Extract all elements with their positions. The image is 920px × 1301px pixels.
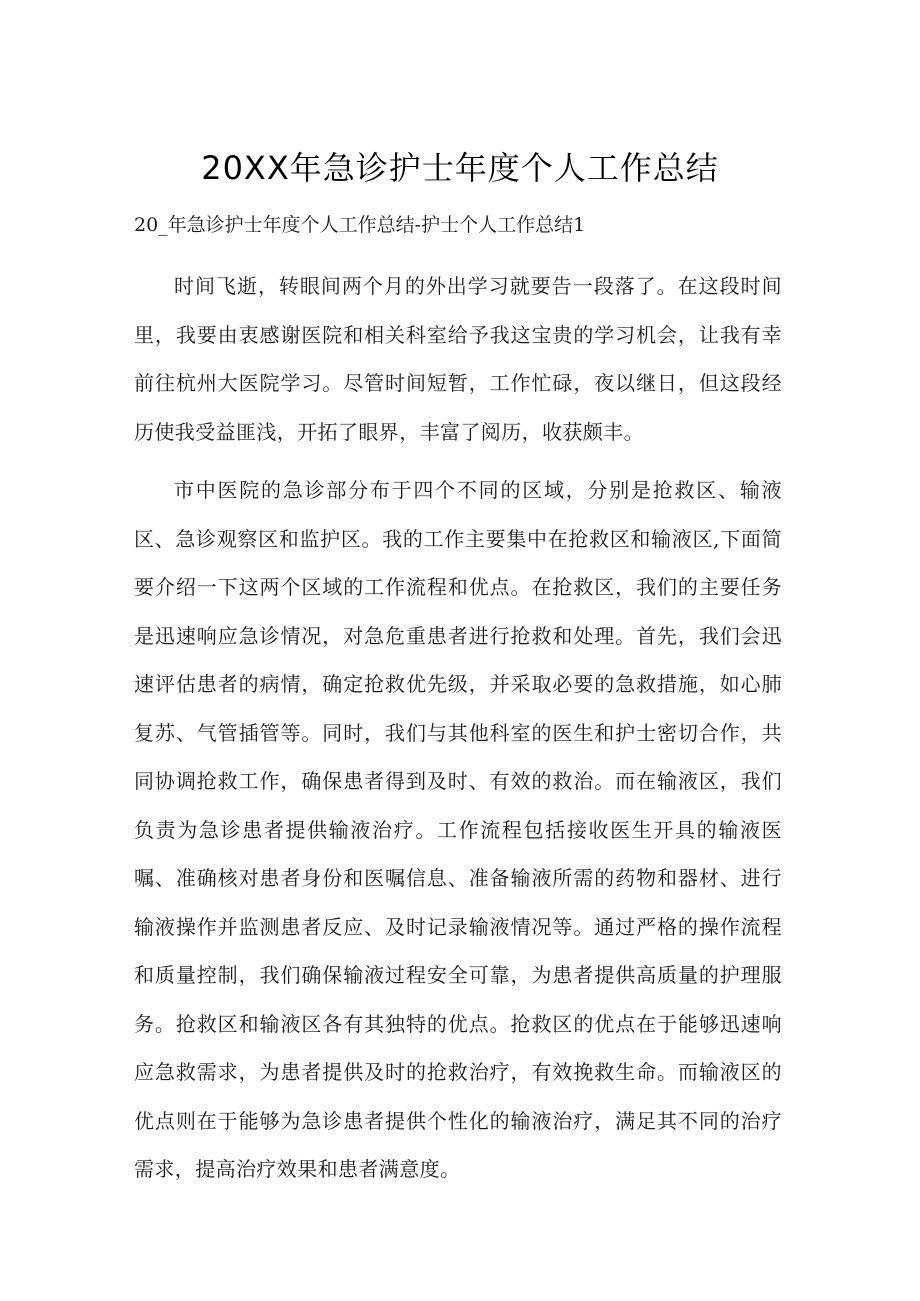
paragraph-2: 市中医院的急诊部分布于四个不同的区域，分别是抢救区、输液区、急诊观察区和监护区。我的工作主要集中在抢救区和输液区,下面简要介绍一下这两个区域的工作流程和优点。在抢救区，我们的主要任务是迅速响应急诊情况，对急危重患者进行抢救和处理。首先，我们会迅速评估患者的病情，确定抢救优先级，并采取必要的急救措施，如心肺复苏、气管插管等。同时，我们与其他科室的医生和护士密切合作，共同协调抢救工作，确保患者得到及时、有效的救治。而在输液区，我们负责为急诊患者提供输液治疗。工作流程包括接收医生开具的输液医嘱、准确核对患者身份和医嘱信息、准备输液所需的药物和器材、进行输液操作并监测患者反应、及时记录输液情况等。通过严格的操作流程和质量控制，我们确保输液过程安全可靠，为患者提供高质量的护理服务。抢救区和输液区各有其独特的优点。抢救区的优点在于能够迅速响应急救需求，为患者提供及时的抢救治疗，有效挽救生命。而输液区的优点则在于能够为急诊患者提供个性化的输液治疗，满足其不同的治疗需求，提高治疗效果和患者满意度。 bbox=[134, 478, 782, 1181]
document-subtitle: 20_年急诊护士年度个人工作总结-护士个人工作总结1 bbox=[134, 214, 586, 236]
document-title: 20XX年急诊护士年度个人工作总结 bbox=[201, 149, 719, 187]
paragraph-1: 时间飞逝，转眼间两个月的外出学习就要告一段落了。在这段时间里，我要由衷感谢医院和相关科室给予我这宝贵的学习机会，让我有幸前往杭州大医院学习。尽管时间短暂，工作忙碌，夜以继日，但这段经历使我受益匪浅，开拓了眼界，丰富了阅历，收获颇丰。 bbox=[134, 274, 782, 444]
